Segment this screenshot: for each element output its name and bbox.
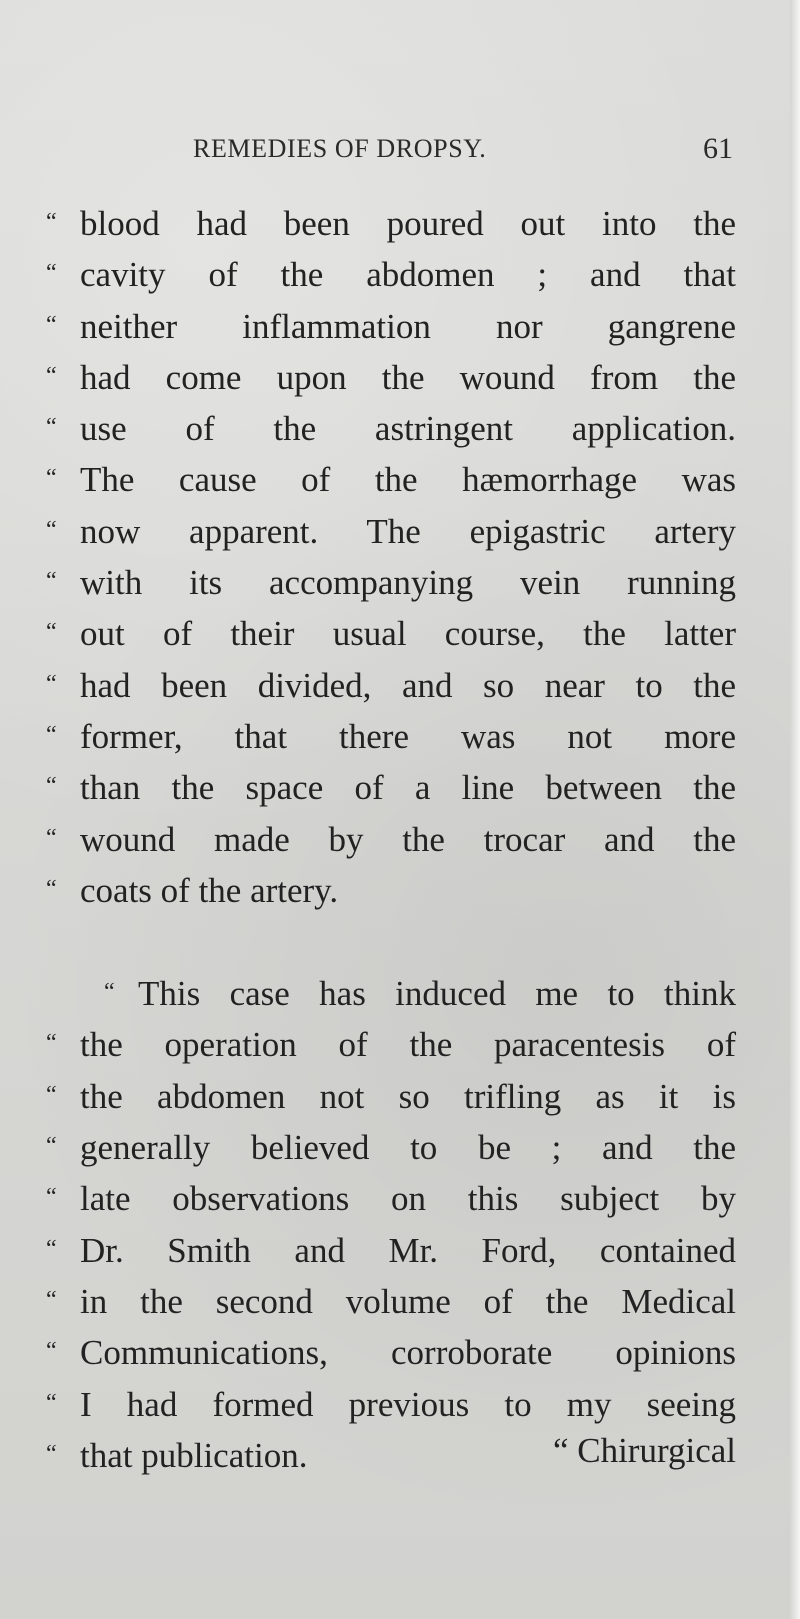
quote-mark: “: [46, 465, 57, 492]
line-text: The cause of the hæmorrhage was: [80, 460, 736, 500]
quote-mark: “: [46, 875, 57, 902]
text-line: [46, 352, 736, 403]
line-text: cavity of the abdomen ; and that: [80, 255, 736, 295]
line-text: Communications, corroborate opinions: [80, 1333, 736, 1373]
quote-mark: “: [46, 824, 57, 851]
text-line: [46, 1122, 736, 1173]
body-text: [46, 198, 736, 1481]
quote-mark: “: [46, 773, 57, 800]
text-line: [46, 608, 736, 659]
quote-mark: “: [46, 619, 57, 646]
line-text: than the space of a line between the: [80, 768, 736, 808]
paragraph-break: [46, 916, 736, 968]
quote-mark: “: [46, 1286, 57, 1313]
line-text: blood had been poured out into the: [80, 204, 736, 243]
line-text: coats of the artery.: [80, 870, 339, 910]
page-number: 61: [703, 132, 733, 165]
line-text: out of their usual course, the latter: [80, 614, 736, 654]
text-line: [46, 301, 736, 352]
line-text: now apparent. The epigastric artery: [80, 511, 736, 551]
quote-mark: “: [46, 568, 57, 595]
quote-mark: “: [46, 1440, 57, 1467]
page-header: [193, 134, 733, 174]
text-line: [46, 711, 736, 762]
text-line: [46, 403, 736, 454]
quote-mark: “: [46, 516, 57, 543]
line-text: had been divided, and so near to the: [80, 665, 736, 705]
quote-mark: “: [46, 1389, 57, 1416]
line-text: wound made by the trocar and the: [80, 819, 736, 859]
text-line: [46, 1327, 736, 1378]
text-line: [46, 557, 736, 608]
quote-mark: “: [46, 1081, 57, 1108]
text-line: [46, 1276, 736, 1327]
line-text: the abdomen not so trifling as it is: [80, 1076, 736, 1116]
line-text: in the second volume of the Medical: [80, 1281, 736, 1321]
line-text: former, that there was not more: [80, 716, 736, 756]
text-line: [46, 1019, 736, 1070]
text-line: [46, 762, 736, 813]
text-line: [46, 198, 736, 249]
text-line: [46, 1071, 736, 1122]
quote-mark: “: [46, 721, 57, 748]
quote-mark: “: [46, 362, 57, 389]
line-text: use of the astringent application.: [80, 409, 736, 449]
text-line: [46, 454, 736, 505]
quote-mark: “: [46, 1133, 57, 1160]
line-text: This case has induced me to think: [138, 974, 736, 1014]
line-text: that publication.: [80, 1435, 308, 1475]
quote-mark: “: [104, 979, 115, 1006]
line-text: had come upon the wound from the: [80, 357, 736, 397]
text-line: [46, 865, 736, 916]
quote-mark: “: [46, 1338, 57, 1365]
line-text: the operation of the paracentesis of: [80, 1025, 736, 1065]
text-line: [46, 1225, 736, 1276]
line-text: late observations on this subject by: [80, 1179, 736, 1219]
text-line: [46, 1173, 736, 1224]
quote-mark: “: [46, 1235, 57, 1262]
quote-mark: “: [46, 670, 57, 697]
quote-mark: “: [46, 1184, 57, 1211]
text-line: [46, 660, 736, 711]
text-line: [46, 1379, 736, 1430]
quote-mark: “: [46, 414, 57, 441]
quote-mark: “: [46, 209, 57, 235]
text-line: [46, 968, 736, 1019]
quote-mark: “: [46, 1030, 57, 1057]
running-head: REMEDIES OF DROPSY.: [193, 134, 487, 163]
text-line: [46, 249, 736, 300]
line-text: neither inflammation nor gangrene: [80, 306, 736, 346]
line-text: Dr. Smith and Mr. Ford, contained: [80, 1230, 736, 1270]
text-line: [46, 814, 736, 865]
line-text: with its accompanying vein running: [80, 563, 736, 603]
catchword: “ Chirurgical: [552, 1431, 736, 1470]
quote-mark: “: [46, 260, 57, 287]
text-line: [46, 506, 736, 557]
line-text: generally believed to be ; and the: [80, 1128, 736, 1168]
line-text: I had formed previous to my seeing: [80, 1384, 736, 1424]
quote-mark: “: [46, 311, 57, 338]
page-edge: [790, 0, 800, 1619]
